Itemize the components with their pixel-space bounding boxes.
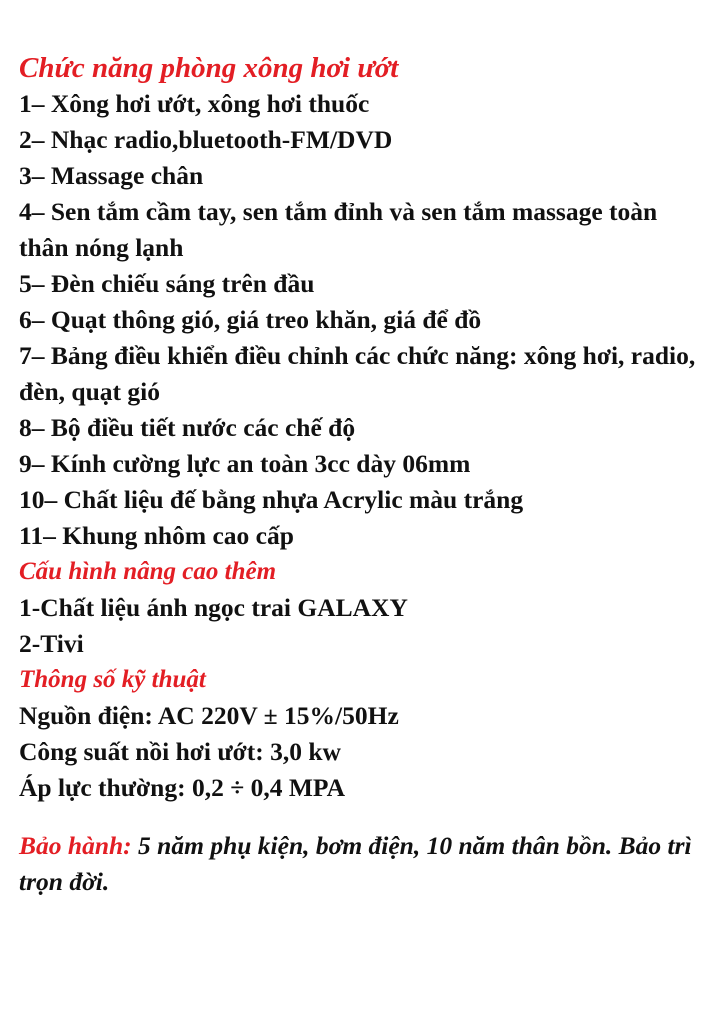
advanced-config-list <box>19 590 709 662</box>
advanced-config-item: 2-Tivi <box>19 629 84 658</box>
feature-item: 11– Khung nhôm cao cấp <box>19 521 294 550</box>
page-title: Chức năng phòng xông hơi ướt <box>19 52 399 84</box>
feature-item: 8– Bộ điều tiết nước các chế độ <box>19 413 356 442</box>
feature-item: 1– Xông hơi ướt, xông hơi thuốc <box>19 89 370 118</box>
spec-boiler-power: Công suất nồi hơi ướt: 3,0 kw <box>19 737 341 766</box>
feature-item: 3– Massage chân <box>19 161 204 190</box>
spec-power-supply: Nguồn điện: AC 220V ± 15%/50Hz <box>19 701 399 730</box>
warranty-text: 5 năm phụ kiện, bơm điện, 10 năm thân bồn. Bảo trì trọn đời. <box>19 831 692 896</box>
specs-heading: Thông số kỹ thuật <box>19 666 206 693</box>
feature-item: 7– Bảng điều khiển điều chỉnh các chức năng: xông hơi, radio, đèn, quạt gió <box>19 341 696 406</box>
advanced-config-heading: Cấu hình nâng cao thêm <box>19 558 277 585</box>
warranty-note <box>19 828 709 900</box>
feature-item: 5– Đèn chiếu sáng trên đầu <box>19 269 315 298</box>
document <box>19 50 709 926</box>
warranty-label: Bảo hành: <box>19 831 132 860</box>
feature-item: 9– Kính cường lực an toàn 3cc dày 06mm <box>19 449 471 478</box>
feature-item: 4– Sen tắm cầm tay, sen tắm đỉnh và sen tắm massage toàn thân nóng lạnh <box>19 197 658 262</box>
feature-item: 10– Chất liệu đế bằng nhựa Acrylic màu trắng <box>19 485 524 514</box>
advanced-config-item: 1-Chất liệu ánh ngọc trai GALAXY <box>19 593 408 622</box>
feature-item: 6– Quạt thông gió, giá treo khăn, giá để đồ <box>19 305 482 334</box>
feature-item: 2– Nhạc radio,bluetooth-FM/DVD <box>19 125 393 154</box>
spec-pressure: Áp lực thường: 0,2 ÷ 0,4 MPA <box>19 773 345 802</box>
feature-list <box>19 86 709 554</box>
